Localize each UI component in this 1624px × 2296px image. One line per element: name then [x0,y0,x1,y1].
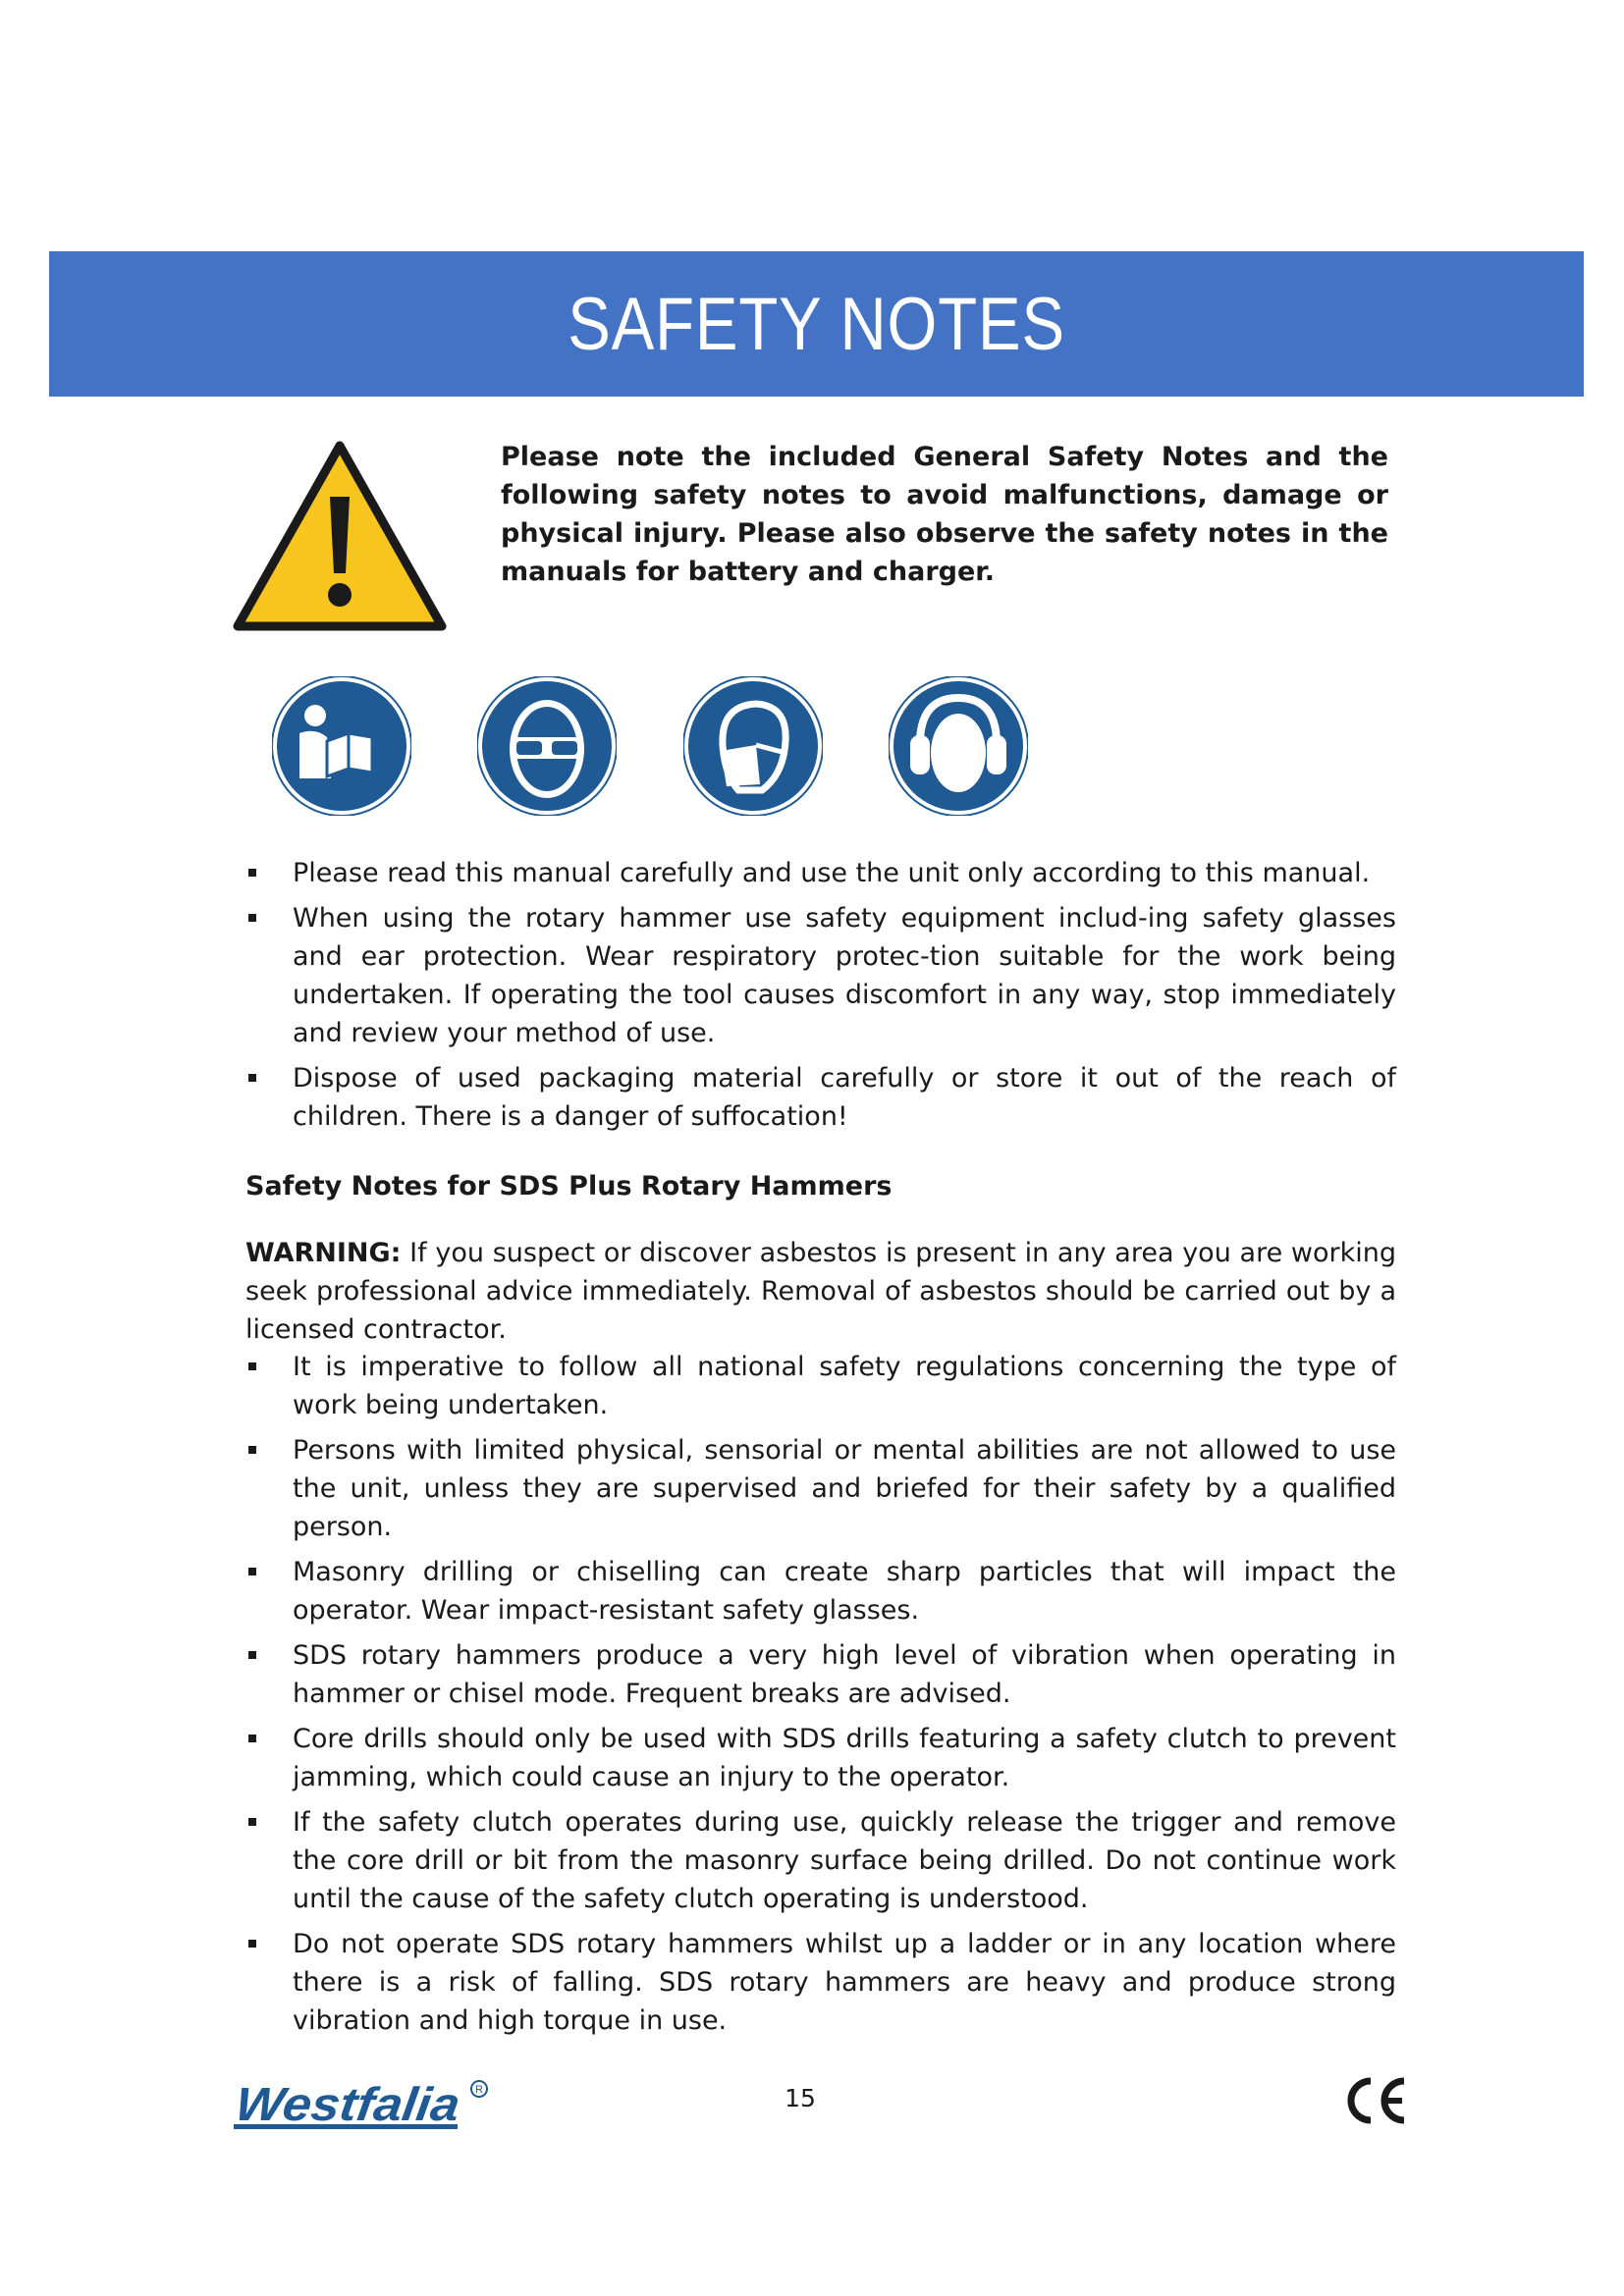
list-item: Do not operate SDS rotary hammers whilst up a ladder or in any location where there is a risk of falling. SDS rotary hammers are heavy and produce strong vibration and high torque in use. [245,1925,1396,2040]
list-item: SDS rotary hammers produce a very high level of vibration when operating in hammer or chisel mode. Frequent breaks are advised. [245,1636,1396,1713]
warning-triangle-icon [232,438,448,632]
read-manual-icon [272,676,411,816]
list-item: When using the rotary hammer use safety equipment includ-ing safety glasses and ear protection. Wear respiratory protec-tion suitable for the work being undertaken. If operating the tool causes discomfort in any way, stop immediately and review your method of use. [245,899,1396,1052]
brand-name: Westfalia [232,2078,446,2131]
sds-safety-list [245,1348,1396,2047]
ear-protection-icon [889,676,1028,816]
svg-text:R: R [475,2084,483,2096]
respirator-mask-icon [683,676,823,816]
warning-label: WARNING: [245,1238,402,1268]
safety-glasses-icon [477,676,617,816]
list-item: If the safety clutch operates during use, quickly release the trigger and remove the core drill or bit from the masonry surface being drilled. Do not continue work until the cause of the safety clutch operating is understood. [245,1803,1396,1918]
list-item: Core drills should only be used with SDS drills featuring a safety clutch to prevent jamming, which could cause an injury to the operator. [245,1720,1396,1796]
list-item: Please read this manual carefully and use the unit only according to this manual. [245,854,1396,892]
list-item: It is imperative to follow all national safety regulations concerning the type of work being undertaken. [245,1348,1396,1424]
general-safety-list [245,854,1396,1143]
list-item: Masonry drilling or chiselling can create sharp particles that will impact the operator. Wear impact-resistant safety glasses. [245,1553,1396,1629]
page-title: SAFETY NOTES [568,282,1065,366]
westfalia-logo [232,2077,493,2132]
section-heading: Safety Notes for SDS Plus Rotary Hammers [245,1171,893,1201]
asbestos-warning [245,1234,1396,1349]
warning-text: If you suspect or discover asbestos is present in any area you are working seek professional advice immediately. Removal of asbestos should be carried out by a licensed contractor. [245,1238,1396,1345]
intro-text: Please note the included General Safety Notes and the following safety notes to avoid malfunctions, damage or physical injury. Please also observe the safety notes in the manuals for battery and charger. [501,442,1388,587]
list-item: Dispose of used packaging material carefully or store it out of the reach of children. There is a danger of suffocation! [245,1059,1396,1136]
title-banner [49,251,1584,397]
list-item: Persons with limited physical, sensorial or mental abilities are not allowed to use the unit, unless they are supervised and briefed for their safety by a qualified person. [245,1431,1396,1546]
page-number: 15 [785,2084,816,2112]
ce-mark-icon [1339,2075,1410,2126]
